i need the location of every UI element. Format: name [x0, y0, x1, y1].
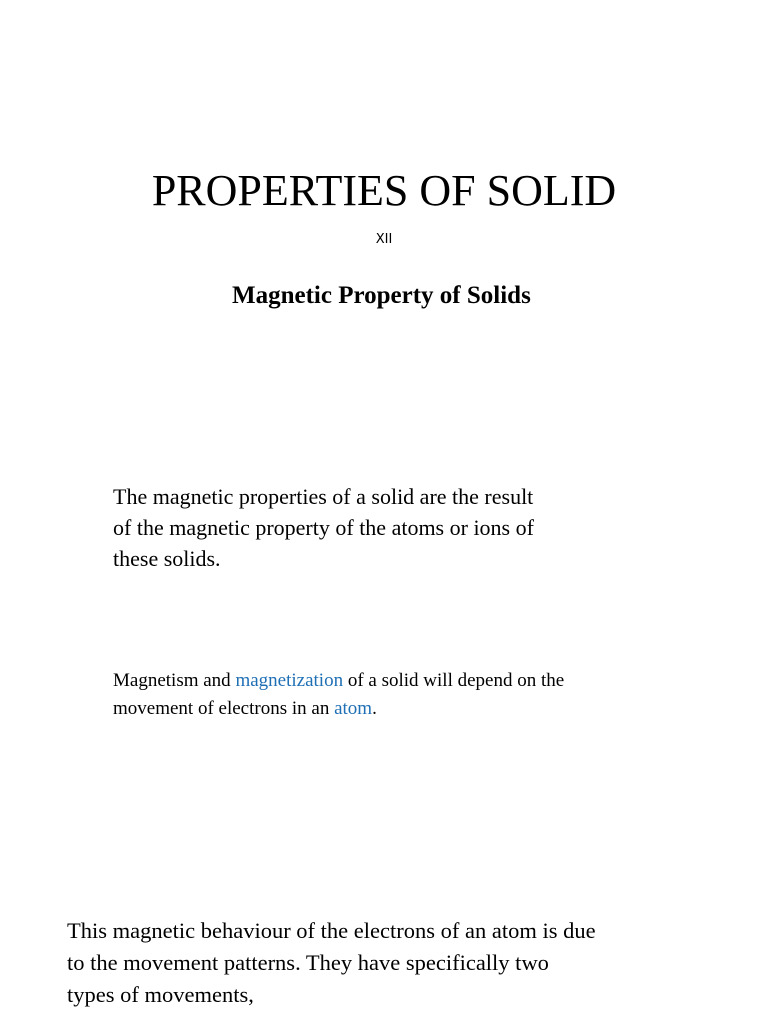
paragraph-magnetism — [113, 667, 673, 723]
text-segment: of a solid will depend on the — [343, 670, 565, 691]
atom-link[interactable]: atom — [334, 698, 373, 719]
paragraph-line: types of movements, — [67, 982, 254, 1007]
paragraph-line: to the movement patterns. They have specifically two — [67, 950, 549, 975]
paragraph-line — [113, 667, 673, 695]
text-segment: Magnetism and — [113, 670, 236, 691]
paragraph-electron-behaviour — [67, 915, 707, 1011]
paragraph-line: This magnetic behaviour of the electrons of an atom is due — [67, 918, 596, 943]
grade-label: XII — [375, 232, 393, 247]
paragraph-magnetic-properties — [113, 481, 633, 574]
section-heading: Magnetic Property of Solids — [232, 282, 531, 309]
text-segment: . — [372, 698, 377, 719]
paragraph-line: of the magnetic property of the atoms or ions of — [113, 515, 534, 540]
text-segment: movement of electrons in an — [113, 698, 335, 719]
page-title: PROPERTIES OF SOLID — [151, 166, 617, 215]
magnetization-link[interactable]: magnetization — [235, 670, 344, 691]
paragraph-line — [113, 695, 673, 723]
paragraph-line: these solids. — [113, 546, 221, 571]
paragraph-line: The magnetic properties of a solid are the result — [113, 484, 534, 509]
